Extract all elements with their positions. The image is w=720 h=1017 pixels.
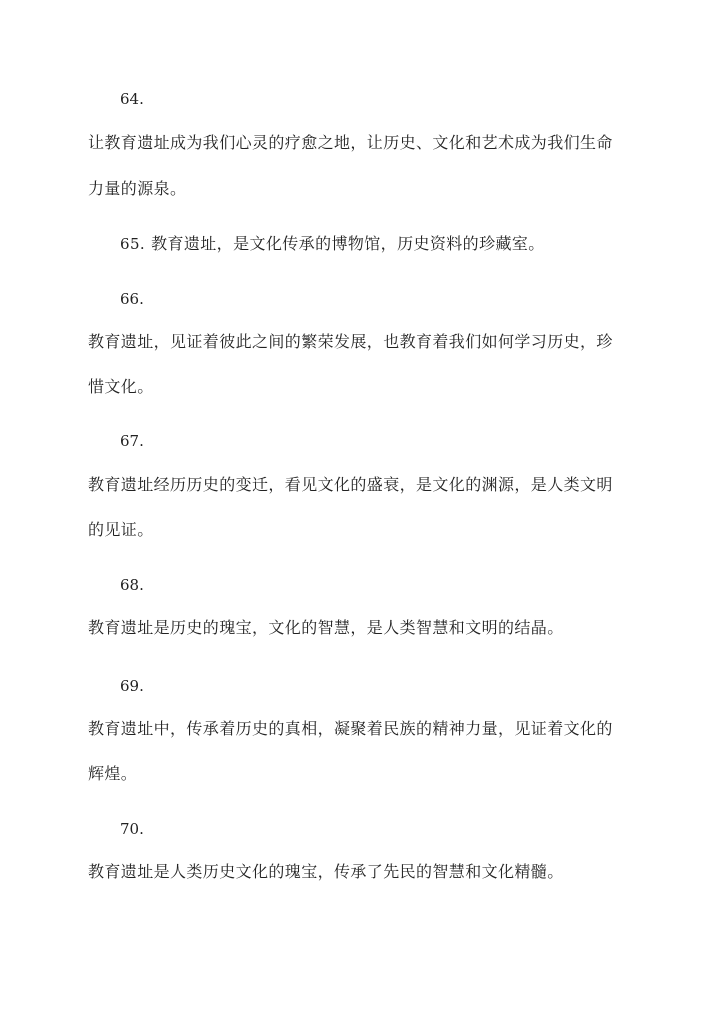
- entry-text-line: 让教育遗址成为我们心灵的疗愈之地，让历史、文化和艺术成为我们生命: [88, 133, 613, 152]
- entry-number: 70.: [120, 820, 144, 838]
- entry-inline: [120, 233, 545, 255]
- entry-text-line: 的见证。: [88, 520, 154, 539]
- entry-number: 67.: [120, 432, 144, 450]
- entry-text-line: 力量的源泉。: [88, 179, 187, 198]
- entry-text-line: 教育遗址，是文化传承的博物馆，历史资料的珍藏室。: [151, 234, 545, 253]
- entry-number: 64.: [120, 90, 144, 108]
- entry-text-line: 教育遗址是人类历史文化的瑰宝，传承了先民的智慧和文化精髓。: [88, 862, 564, 881]
- entry-text-line: 辉煌。: [88, 764, 138, 783]
- entry-number: 65.: [120, 235, 146, 253]
- entry-number: 69.: [120, 677, 144, 695]
- entry-text-line: 教育遗址中，传承着历史的真相，凝聚着民族的精神力量，见证着文化的: [88, 719, 613, 738]
- entry-number: 68.: [120, 576, 144, 594]
- entry-text-line: 惜文化。: [88, 377, 154, 396]
- entry-text-line: 教育遗址经历历史的变迁，看见文化的盛衰，是文化的渊源，是人类文明: [88, 475, 613, 494]
- entry-text-line: 教育遗址是历史的瑰宝，文化的智慧，是人类智慧和文明的结晶。: [88, 618, 564, 637]
- entry-text-line: 教育遗址，见证着彼此之间的繁荣发展，也教育着我们如何学习历史，珍: [88, 332, 613, 351]
- entry-number: 66.: [120, 290, 144, 308]
